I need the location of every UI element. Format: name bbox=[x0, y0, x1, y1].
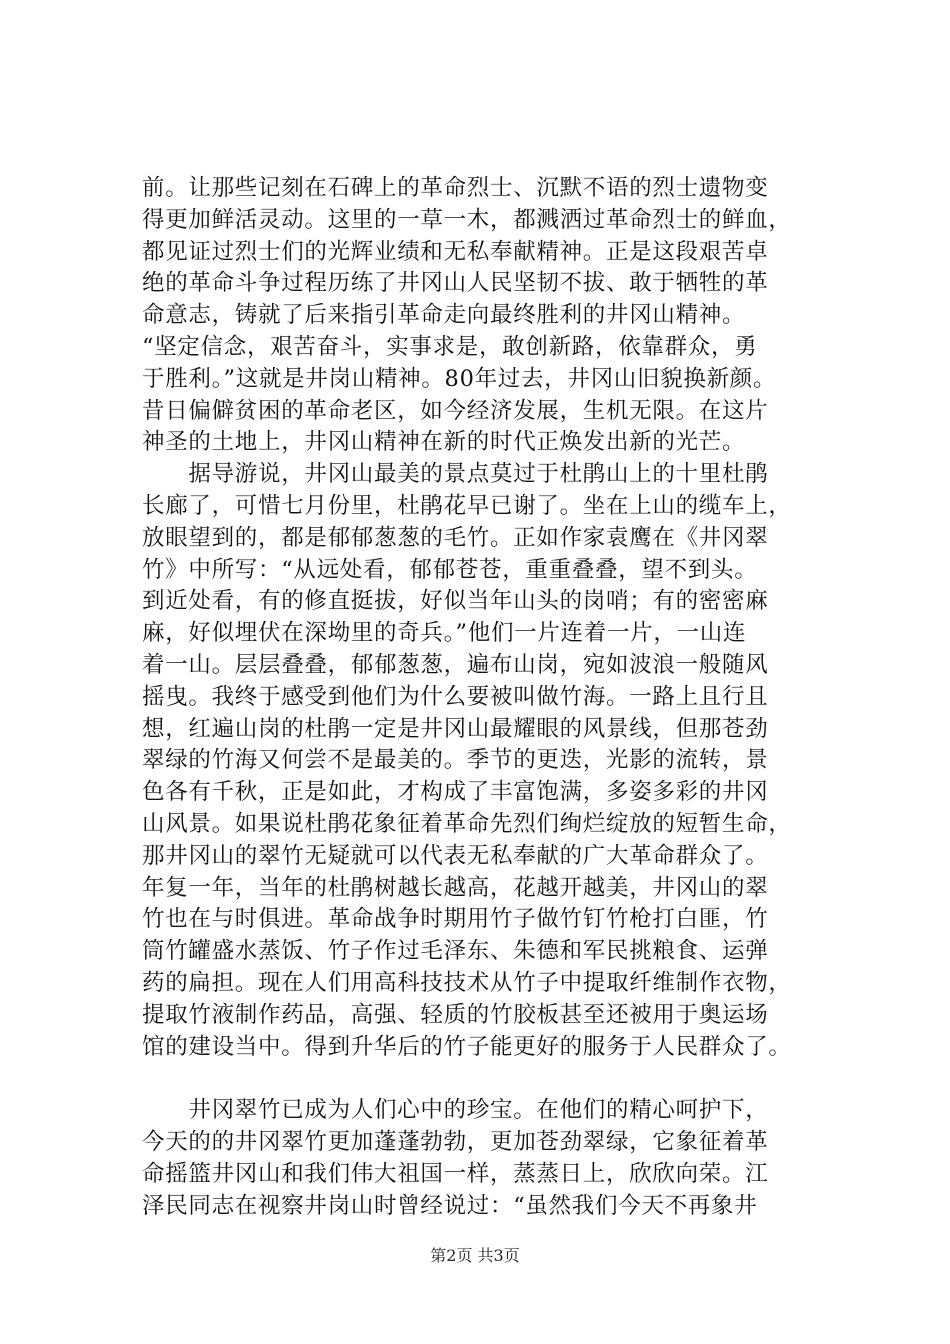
text-line: 摇曳。我终于感受到他们为什么要被叫做竹海。一路上且行且 bbox=[142, 683, 769, 710]
text-line: 放眼望到的，都是郁郁葱葱的毛竹。正如作家袁鹰在《井冈翠 bbox=[142, 524, 769, 551]
text-line: 昔日偏僻贫困的革命老区，如今经济发展，生机无限。在这片 bbox=[142, 397, 769, 424]
text-line: 井冈翠竹已成为人们心中的珍宝。在他们的精心呵护下， bbox=[142, 1097, 769, 1124]
text-line: 馆的建设当中。得到升华后的竹子能更好的服务于人民群众了。 bbox=[142, 1033, 792, 1060]
text-line: 今天的的井冈翠竹更加蓬蓬勃勃，更加苍劲翠绿，它象征着革 bbox=[142, 1128, 769, 1155]
text-line: 色各有千秋，正是如此，才构成了丰富饱满，多姿多彩的井冈 bbox=[142, 779, 769, 806]
text-line: 药的扁担。现在人们用高科技技术从竹子中提取纤维制作衣物， bbox=[142, 969, 792, 996]
text-line: 前。让那些记刻在石碑上的革命烈士、沉默不语的烈士遗物变 bbox=[142, 175, 769, 201]
text-line: 提取竹液制作药品，高强、轻质的竹胶板甚至还被用于奥运场 bbox=[142, 1001, 769, 1028]
text-line: 翠绿的竹海又何尝不是最美的。季节的更迭，光影的流转，景 bbox=[142, 747, 769, 774]
text-line: 筒竹罐盛水蒸饭、竹子作过毛泽东、朱德和军民挑粮食、运弹 bbox=[142, 938, 769, 965]
text-line: 山风景。如果说杜鹃花象征着革命先烈们绚烂绽放的短暂生命， bbox=[142, 810, 792, 837]
text-line: 于胜利。”这就是井岗山精神。80年过去，井冈山旧貌换新颜。 bbox=[142, 365, 777, 392]
text-line: 想，红遍山岗的杜鹃一定是井冈山最耀眼的风景线，但那苍劲 bbox=[142, 715, 769, 742]
text-line: 长廊了，可惜七月份里，杜鹃花早已谢了。坐在上山的缆车上， bbox=[142, 492, 792, 519]
text-line: 泽民同志在视察井岗山时曾经说过：“虽然我们今天不再象井 bbox=[142, 1192, 758, 1219]
text-line: 竹也在与时俱进。革命战争时期用竹子做竹钉竹枪打白匪，竹 bbox=[142, 906, 769, 933]
text-line: 据导游说，井冈山最美的景点莫过于杜鹃山上的十里杜鹃 bbox=[142, 461, 769, 488]
text-line: 那井冈山的翠竹无疑就可以代表无私奉献的广大革命群众了。 bbox=[142, 842, 769, 869]
text-line: 命摇篮井冈山和我们伟大祖国一样，蒸蒸日上，欣欣向荣。江 bbox=[142, 1160, 769, 1187]
text-line: 神圣的土地上，井冈山精神在新的时代正焕发出新的光芒。 bbox=[142, 429, 746, 456]
page-footer: 第2页 共3页 bbox=[430, 1246, 520, 1265]
text-line: “坚定信念，艰苦奋斗，实事求是，敢创新路，依靠群众，勇 bbox=[142, 333, 758, 360]
text-line: 着一山。层层叠叠，郁郁葱葱，遍布山岗，宛如波浪一般随风 bbox=[142, 651, 769, 678]
paragraph-gap bbox=[142, 1063, 822, 1095]
text-line: 竹》中所写：“从远处看，郁郁苍苍，重重叠叠，望不到头。 bbox=[142, 556, 758, 583]
text-line: 绝的革命斗争过程历练了井冈山人民坚韧不拔、敢于牺牲的革 bbox=[142, 270, 769, 297]
text-line: 得更加鲜活灵动。这里的一草一木，都溅洒过革命烈士的鲜血， bbox=[142, 206, 792, 233]
text-line: 到近处看，有的修直挺拔，好似当年山头的岗哨；有的密密麻 bbox=[142, 588, 769, 615]
text-line: 都见证过烈士们的光辉业绩和无私奉献精神。正是这段艰苦卓 bbox=[142, 238, 769, 265]
text-line: 麻，好似埋伏在深坳里的奇兵。”他们一片连着一片，一山连 bbox=[142, 620, 747, 647]
body-text bbox=[142, 173, 822, 1222]
text-line: 命意志，铸就了后来指引革命走向最终胜利的井冈山精神。 bbox=[142, 302, 746, 329]
text-line: 年复一年，当年的杜鹃树越长越高，花越开越美，井冈山的翠 bbox=[142, 874, 769, 901]
